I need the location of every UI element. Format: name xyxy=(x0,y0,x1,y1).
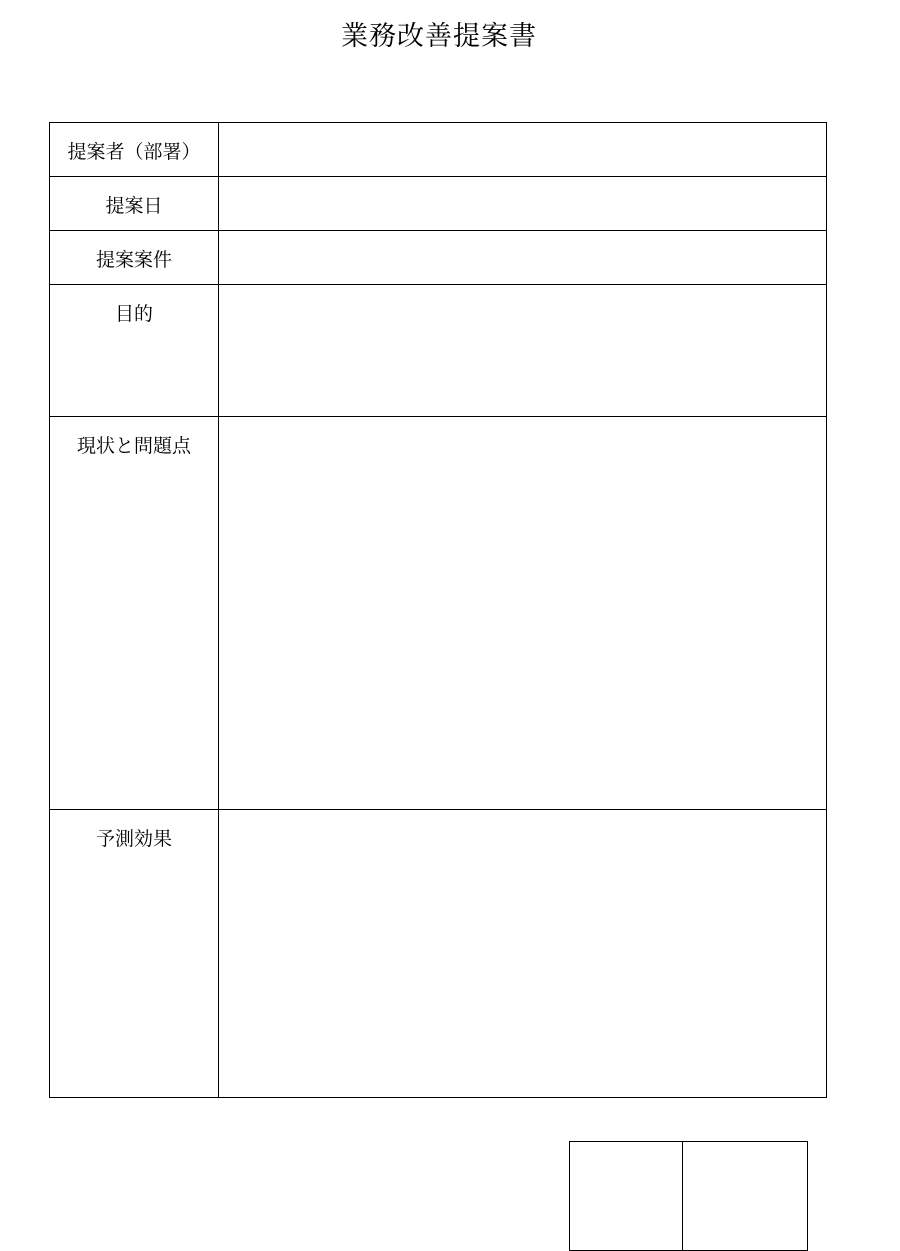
current-issues-label: 現状と問題点 xyxy=(50,417,219,810)
current-issues-field[interactable] xyxy=(219,417,827,810)
form-row-proposal-date xyxy=(50,177,827,231)
proposal-date-field[interactable] xyxy=(219,177,827,231)
approval-stamp-boxes xyxy=(569,1141,808,1251)
proposal-case-label: 提案案件 xyxy=(50,231,219,285)
proposal-form-table xyxy=(49,122,827,1098)
stamp-box-left[interactable] xyxy=(570,1142,683,1251)
document-title: 業務改善提案書 xyxy=(341,21,537,52)
expected-effect-label: 予測効果 xyxy=(50,810,219,1098)
proposer-field[interactable] xyxy=(219,123,827,177)
form-row-expected-effect xyxy=(50,810,827,1098)
expected-effect-field[interactable] xyxy=(219,810,827,1098)
stamp-box-right[interactable] xyxy=(683,1142,808,1251)
purpose-label: 目的 xyxy=(50,285,219,417)
form-row-current-issues xyxy=(50,417,827,810)
proposal-date-label: 提案日 xyxy=(50,177,219,231)
proposal-case-field[interactable] xyxy=(219,231,827,285)
form-row-proposal-case xyxy=(50,231,827,285)
proposer-label: 提案者（部署） xyxy=(50,123,219,177)
stamp-row xyxy=(570,1142,808,1251)
form-row-proposer xyxy=(50,123,827,177)
form-row-purpose xyxy=(50,285,827,417)
purpose-field[interactable] xyxy=(219,285,827,417)
